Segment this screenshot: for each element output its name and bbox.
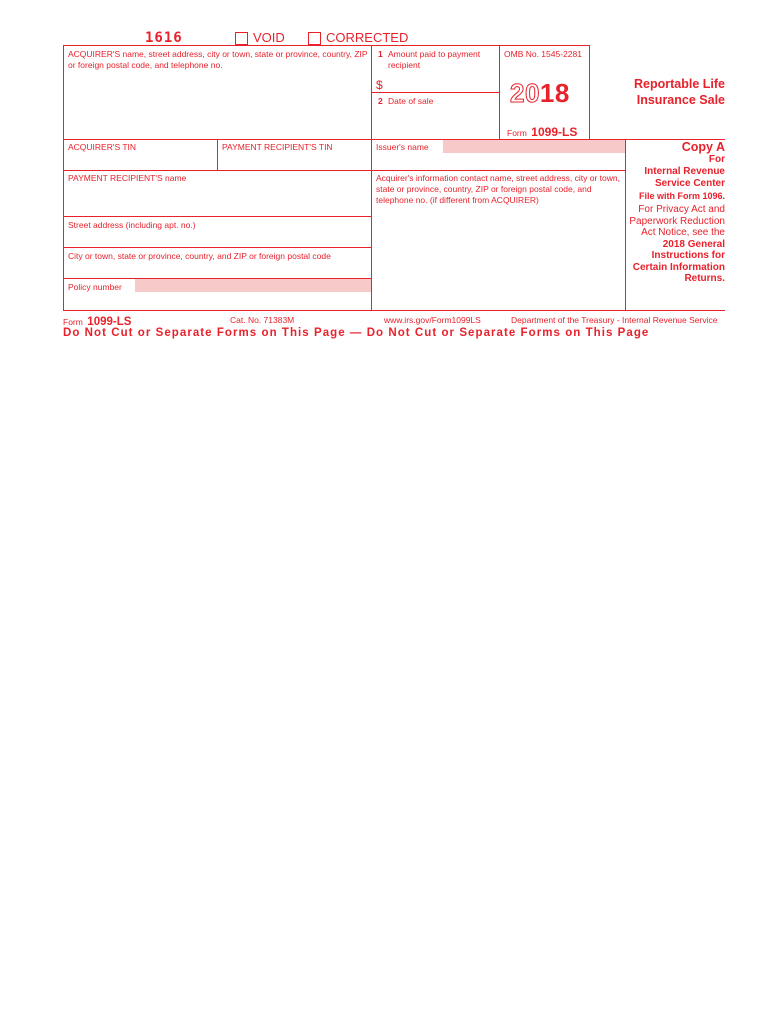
- street-address-field[interactable]: [64, 232, 370, 246]
- box1-label: Amount paid to payment recipient: [388, 49, 481, 70]
- recipient-name-field[interactable]: [64, 186, 370, 215]
- row-city-top: [63, 247, 371, 248]
- form-top-border: [63, 45, 590, 46]
- footer-form-word: Form: [63, 317, 83, 327]
- form-title: Reportable Life Insurance Sale: [634, 77, 725, 107]
- street-address-label: Street address (including apt. no.): [68, 220, 196, 230]
- form-id-name: 1099-LS: [531, 125, 578, 139]
- acquirer-contact-label: Acquirer's information contact name, street address, city or town, state or province, country, ZIP or foreign postal code, and telephone no. (if different from ACQUIRER): [376, 173, 620, 205]
- box2-date-field[interactable]: [372, 108, 498, 138]
- policy-number-label: Policy number: [68, 282, 122, 292]
- box1-dollar-sign: $: [376, 78, 383, 92]
- copy-a-for: For: [708, 154, 725, 165]
- recipient-name-label: PAYMENT RECIPIENT'S name: [68, 173, 187, 183]
- acquirer-contact-field[interactable]: [372, 208, 624, 309]
- issuer-name-field[interactable]: [443, 140, 625, 153]
- acquirer-name-label: ACQUIRER'S name, street address, city or town, state or province, country, ZIP or foreign postal code, and telephone no.: [68, 49, 368, 70]
- acquirer-tin-field[interactable]: [64, 154, 216, 169]
- box2-label: Date of sale: [388, 96, 434, 106]
- footer-url: www.irs.gov/Form1099LS: [384, 315, 481, 325]
- copy-a-file-with: File with Form 1096.: [638, 191, 725, 201]
- col2-divider: [499, 45, 500, 140]
- form-id-word: Form: [507, 128, 527, 138]
- tax-year-prefix: 20: [510, 78, 540, 108]
- recipient-tin-field[interactable]: [218, 154, 370, 169]
- corrected-checkbox[interactable]: [308, 32, 321, 45]
- box1-number: 1: [378, 49, 383, 59]
- tax-year-suffix: 18: [539, 78, 570, 108]
- copy-a-irs-center: Internal Revenue Service Center: [644, 166, 725, 189]
- row-recipient-top: [63, 170, 625, 171]
- acquirer-name-field[interactable]: [64, 72, 370, 138]
- do-not-cut-notice: Do Not Cut or Separate Forms on This Page — Do Not Cut or Separate Forms on This Page: [63, 327, 650, 339]
- issuer-name-label: Issuer's name: [376, 142, 429, 152]
- footer-department: Department of the Treasury - Internal Revenue Service: [511, 315, 718, 325]
- form-id: [507, 123, 577, 141]
- corrected-label: CORRECTED: [326, 30, 409, 45]
- city-label: City or town, state or province, country, and ZIP or foreign postal code: [68, 251, 331, 261]
- form-code: 1616: [145, 30, 183, 46]
- copy-a-privacy: For Privacy Act and Paperwork Reduction Act Notice, see the: [629, 204, 725, 238]
- copy-left-border: [625, 139, 626, 310]
- form-bottom-border: [63, 310, 725, 311]
- copy-a-heading: Copy A: [681, 140, 725, 154]
- void-label: VOID: [253, 30, 285, 45]
- city-field[interactable]: [64, 263, 370, 277]
- box1-amount-field[interactable]: [386, 74, 496, 91]
- void-checkbox[interactable]: [235, 32, 248, 45]
- acquirer-tin-label: ACQUIRER'S TIN: [68, 142, 137, 152]
- row-street-top: [63, 216, 371, 217]
- tax-year: [510, 78, 570, 109]
- box2-number: 2: [378, 96, 383, 106]
- footer-form-name: 1099-LS: [87, 316, 132, 328]
- footer-cat-no: Cat. No. 71383M: [230, 315, 295, 325]
- box1-box2-divider: [371, 92, 499, 93]
- col3-right-border: [589, 45, 590, 140]
- policy-number-field[interactable]: [135, 279, 371, 292]
- copy-a-panel: [627, 140, 725, 285]
- recipient-tin-label: PAYMENT RECIPIENT'S TIN: [222, 142, 333, 152]
- copy-a-instructions: 2018 General Instructions for Certain Information Returns.: [632, 238, 725, 284]
- omb-number: OMB No. 1545-2281: [504, 49, 582, 59]
